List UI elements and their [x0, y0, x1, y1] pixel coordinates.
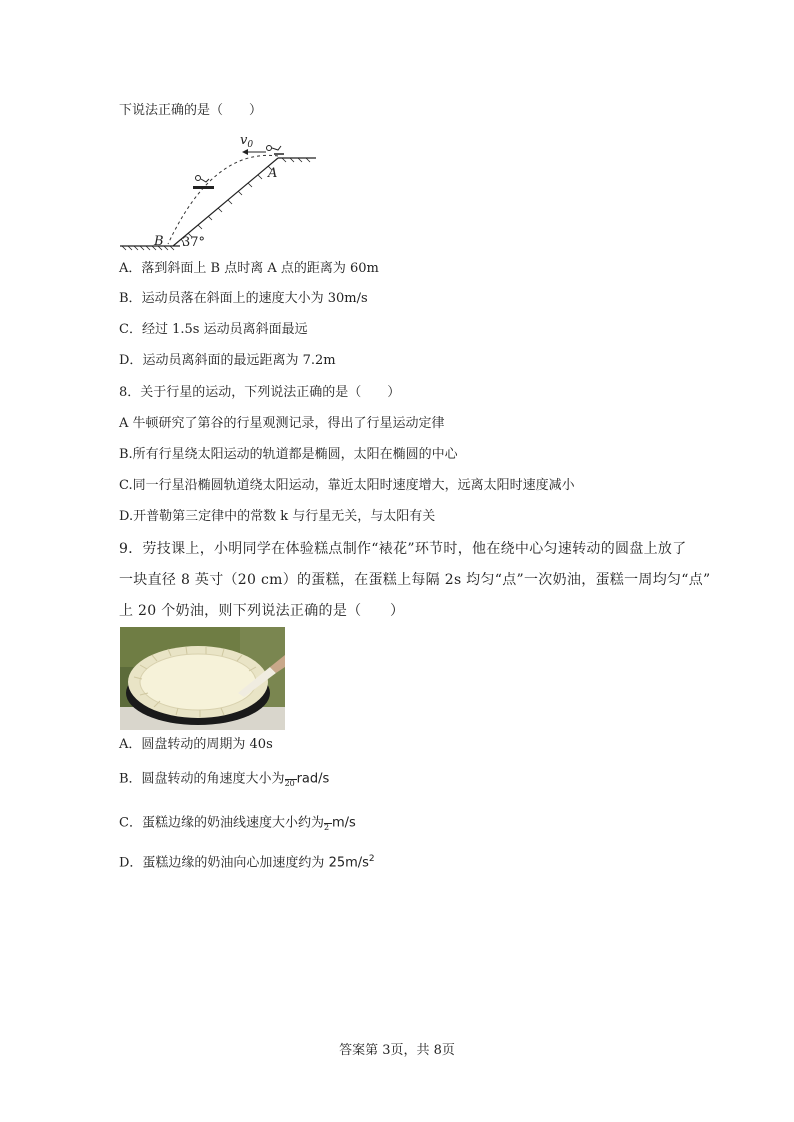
q7-stem-tail: 下说法正确的是（ ） [119, 103, 263, 118]
angle-label: 37° [182, 235, 206, 250]
ski-jump-diagram [118, 128, 318, 252]
v0-label: $v_0$ [240, 133, 254, 150]
q8-option-b: B.所有行星绕太阳运动的轨道都是椭圆，太阳在椭圆的中心 [119, 447, 458, 462]
cake-photo [120, 627, 285, 730]
q9-option-c: C．蛋糕边缘的奶油线速度大小约为 2 m/s [119, 815, 356, 832]
q8-option-a: A 牛顿研究了第谷的行星观测记录，得出了行星运动定律 [119, 416, 445, 431]
q7-option-c: C．经过 1.5s 运动员离斜面最远 [119, 322, 308, 337]
skier-mid-icon [193, 176, 214, 190]
skier-top-icon [267, 146, 285, 155]
q9-stem-line-2: 一块直径 8 英寸（20 cm）的蛋糕，在蛋糕上每隔 2s 均匀“点”一次奶油，蛋糕一周均匀“点” [119, 572, 711, 588]
q8-stem: 8．关于行星的运动，下列说法正确的是（ ） [119, 385, 401, 400]
q9-stem-line-1: 9．劳技课上，小明同学在体验糕点制作“裱花”环节时，他在绕中心匀速转动的圆盘上放了 [119, 541, 687, 557]
q9-option-b: B．圆盘转动的角速度大小为 20 rad/s [119, 771, 330, 788]
q9-option-d: D．蛋糕边缘的奶油向心加速度约为 $25m/s^2$ [119, 854, 375, 871]
fraction-b: 20 [284, 779, 295, 788]
page-footer: 答案第 3页，共 8页 [339, 1043, 455, 1058]
q7-option-a: A．落到斜面上 B 点时离 A 点的距离为 60m [119, 261, 379, 276]
q7-option-b: B．运动员落在斜面上的速度大小为 30m/s [119, 291, 368, 306]
q8-option-d: D.开普勒第三定律中的常数 k 与行星无关，与太阳有关 [119, 509, 436, 524]
q9-stem-line-3: 上 20 个奶油，则下列说法正确的是（ ） [119, 603, 405, 619]
q8-option-c: C.同一行星沿椭圆轨道绕太阳运动，靠近太阳时速度增大，远离太阳时速度减小 [119, 478, 575, 493]
q7-option-d: D．运动员离斜面的最远距离为 7.2m [119, 353, 336, 368]
point-a-label: A [268, 166, 278, 181]
point-b-label: B [154, 234, 164, 249]
fraction-c: 2 [324, 814, 332, 832]
q9-option-a: A．圆盘转动的周期为 40s [119, 737, 273, 752]
